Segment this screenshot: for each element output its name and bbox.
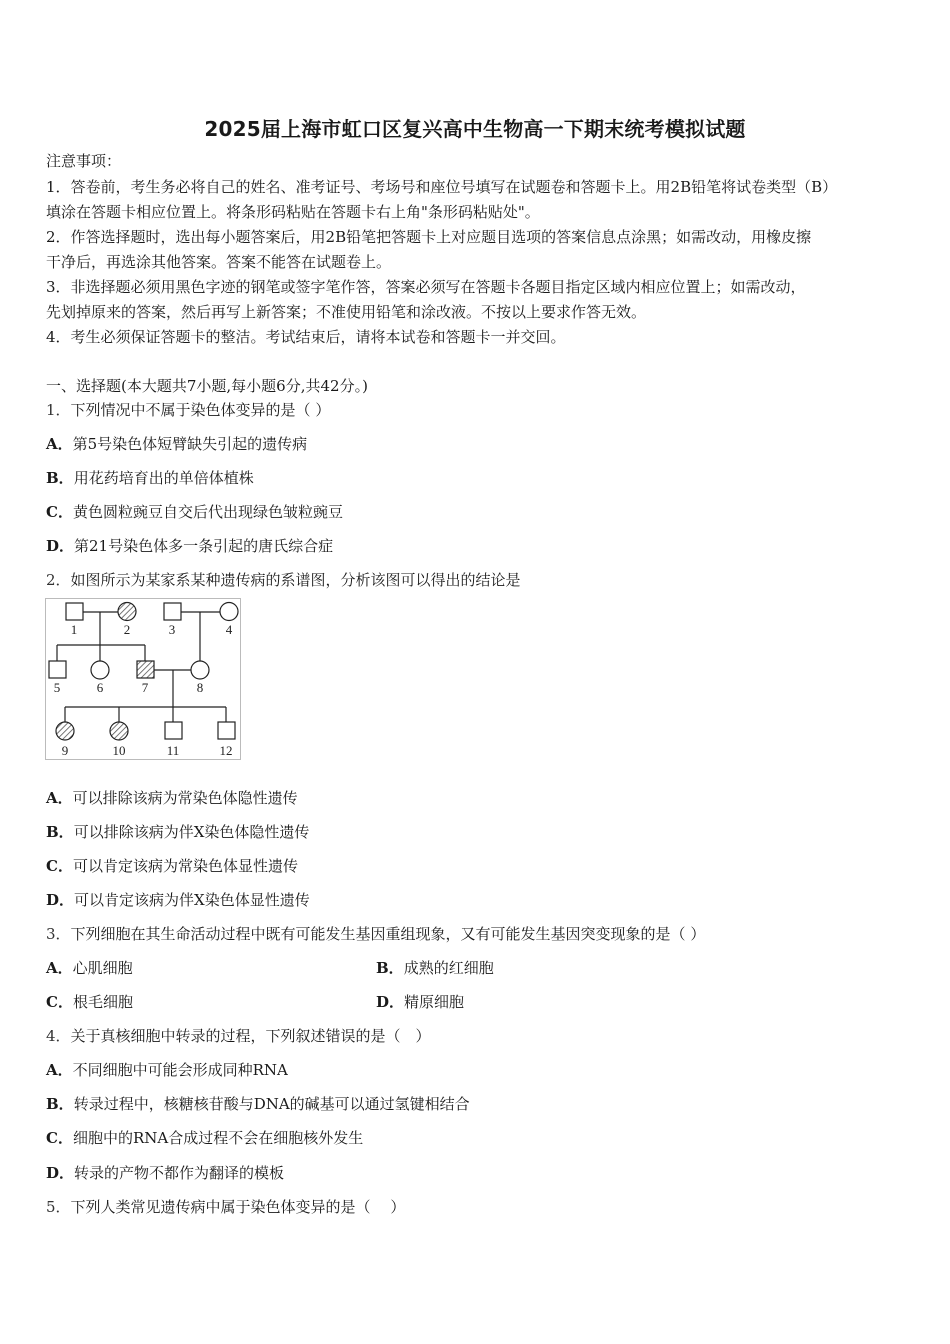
pedigree-chart [45,598,241,760]
pedigree-label: 6 [96,680,104,695]
notice-line: 4．考生必须保证答题卡的整洁。考试结束后，请将本试卷和答题卡一并交回。 [46,328,566,346]
question-stem: 下列情况中不属于染色体变异的是（ ） [70,401,331,419]
notice-line: 3．非选择题必须用黑色字迹的钢笔或签字笔作答，答案必须写在答题卡各题目指定区域内相应位置上；如需改动， [46,278,806,296]
option-text: 根毛细胞 [72,993,133,1011]
question-4 [46,1026,431,1046]
pedigree-label: 11 [166,743,180,758]
question-number: 3． [46,925,71,943]
option-letter: B． [376,959,404,977]
option-3c [46,992,133,1012]
option-text: 不同细胞中可能会形成同种RNA [72,1061,288,1079]
option-2a [46,788,298,808]
option-letter: B． [46,1095,74,1113]
option-text: 细胞中的RNA合成过程不会在细胞核外发生 [72,1129,364,1147]
option-text: 转录的产物不都作为翻译的模板 [74,1164,285,1182]
option-2b [46,822,309,842]
pedigree-label: 7 [141,680,149,695]
pedigree-label: 1 [70,622,78,637]
notice-line: 干净后，再选涂其他答案。答案不能答在试题卷上。 [46,253,392,271]
option-text: 黄色圆粒豌豆自交后代出现绿色皱粒豌豆 [72,503,343,521]
male-symbol-12 [218,722,235,739]
question-2 [46,570,521,590]
section-heading: 一、选择题(本大题共7小题,每小题6分,共42分。) [46,377,368,395]
question-number: 5． [46,1198,71,1216]
notice-line: 填涂在答题卡相应位置上。将条形码粘贴在答题卡右上角"条形码粘贴处"。 [46,203,540,221]
pedigree-label: 3 [168,622,176,637]
option-3b [376,958,494,978]
pedigree-label: 10 [112,743,126,758]
option-letter: A． [46,435,73,453]
option-1a [46,434,307,454]
question-3 [46,924,705,944]
option-2d [46,890,310,910]
pedigree-label: 2 [123,622,131,637]
option-2c [46,856,298,876]
option-text: 成熟的红细胞 [403,959,494,977]
pedigree-label: 8 [196,680,204,695]
pedigree-label: 12 [219,743,233,758]
female-symbol-6 [91,661,109,679]
option-text: 转录过程中，核糖核苷酸与DNA的碱基可以通过氢键相结合 [73,1095,470,1113]
option-4d [46,1163,284,1183]
male-symbol-5 [49,661,66,678]
option-text: 可以排除该病为常染色体隐性遗传 [72,789,298,807]
option-text: 可以排除该病为伴X染色体隐性遗传 [73,823,310,841]
option-letter: C． [46,857,73,875]
notice-heading: 注意事项： [46,152,122,170]
option-letter: A． [46,1061,73,1079]
option-letter: D． [376,993,405,1011]
option-letter: A． [46,789,73,807]
option-letter: C． [46,503,73,521]
question-stem: 如图所示为某家系某种遗传病的系谱图，分析该图可以得出的结论是 [70,571,521,589]
question-stem: 关于真核细胞中转录的过程，下列叙述错误的是（ ） [70,1027,431,1045]
affected-female-symbol-2 [118,603,136,621]
question-1 [46,400,330,420]
notice-line: 先划掉原来的答案，然后再写上新答案；不准使用铅笔和涂改液。不按以上要求作答无效。 [46,303,647,321]
male-symbol-3 [164,603,181,620]
option-1d [46,536,333,556]
option-4c [46,1128,363,1148]
option-text: 可以肯定该病为常染色体显性遗传 [72,857,298,875]
female-symbol-8 [191,661,209,679]
option-1b [46,468,254,488]
question-5 [46,1197,405,1217]
question-number: 2． [46,571,71,589]
notice-line: 1．答卷前，考生务必将自己的姓名、准考证号、考场号和座位号填写在试题卷和答题卡上。用2B铅笔将试卷类型（B） [46,178,838,196]
option-letter: D． [46,537,75,555]
male-symbol-1 [66,603,83,620]
option-letter: D． [46,1164,75,1182]
question-number: 4． [46,1027,71,1045]
affected-female-symbol-9 [56,722,74,740]
option-text: 心肌细胞 [72,959,133,977]
option-text: 第21号染色体多一条引起的唐氏综合症 [74,537,334,555]
option-letter: B． [46,469,74,487]
pedigree-label: 4 [225,622,233,637]
question-number: 1． [46,401,71,419]
option-text: 用花药培育出的单倍体植株 [73,469,254,487]
option-1c [46,502,343,522]
option-4a [46,1060,288,1080]
pedigree-label: 5 [53,680,61,695]
option-3d [376,992,464,1012]
male-symbol-11 [165,722,182,739]
option-letter: C． [46,1129,73,1147]
option-4b [46,1094,470,1114]
question-stem: 下列人类常见遗传病中属于染色体变异的是（ ） [70,1198,406,1216]
option-letter: A． [46,959,73,977]
option-letter: C． [46,993,73,1011]
option-3a [46,958,133,978]
notice-line: 2．作答选择题时，选出每小题答案后，用2B铅笔把答题卡上对应题目选项的答案信息点涂黑；如需改动，用橡皮擦 [46,228,812,246]
female-symbol-4 [220,603,238,621]
page-title: 2025届上海市虹口区复兴高中生物高一下期末统考模拟试题 [204,117,746,141]
option-text: 精原细胞 [404,993,465,1011]
option-text: 第5号染色体短臂缺失引起的遗传病 [72,435,308,453]
affected-female-symbol-10 [110,722,128,740]
option-text: 可以肯定该病为伴X染色体显性遗传 [74,891,310,909]
question-stem: 下列细胞在其生命活动过程中既有可能发生基因重组现象，又有可能发生基因突变现象的是（ ） [70,925,706,943]
option-letter: D． [46,891,75,909]
affected-male-symbol-7 [137,661,154,678]
option-letter: B． [46,823,74,841]
pedigree-label: 9 [61,743,69,758]
